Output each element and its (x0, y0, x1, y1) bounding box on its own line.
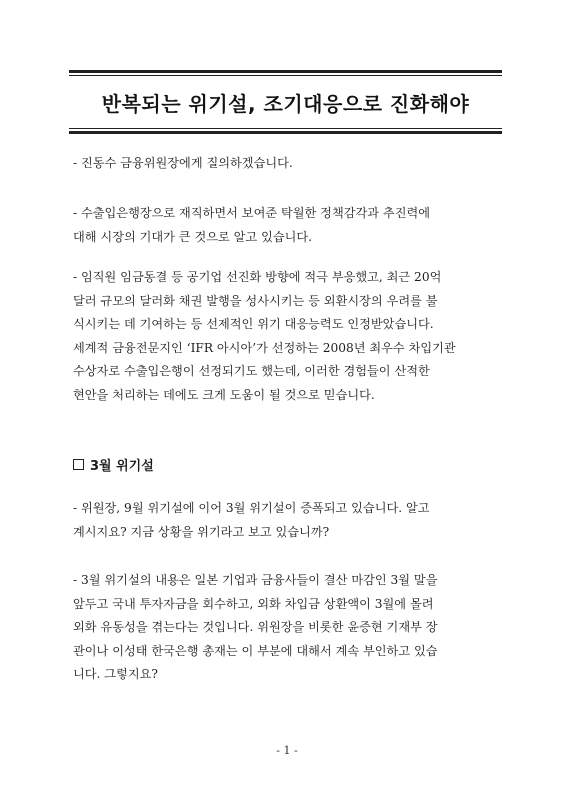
paragraph-crisis-question (73, 497, 503, 544)
title-box (69, 70, 502, 134)
text-line: - 진동수 금융위원장에게 질의하겠습니다. (73, 156, 293, 170)
square-bullet-icon (73, 459, 84, 470)
text-line: 외화 유동성을 겪는다는 것입니다. 위원장을 비롯한 윤증현 기재부 장 (73, 620, 438, 634)
paragraph-intro (73, 152, 503, 176)
page-title: 반복되는 위기설, 조기대응으로 진화해야 (101, 91, 470, 116)
title-rule-bottom (69, 128, 502, 129)
title-rule-top (69, 75, 502, 76)
section-heading (73, 455, 154, 474)
text-line: 계시지요? 지금 상황을 위기라고 보고 있습니까? (73, 524, 330, 539)
paragraph-expectation (73, 202, 503, 249)
text-line: 관이나 이성태 한국은행 총재는 이 부분에 대해서 계속 부인하고 있습 (73, 643, 438, 658)
paragraph-achievements (73, 266, 503, 407)
text-line: 앞두고 국내 투자자금을 회수하고, 외화 차입금 상환액이 3월에 몰려 (73, 596, 434, 611)
text-line: - 수출입은행장으로 재직하면서 보여준 탁월한 정책감각과 추진력에 (73, 206, 431, 220)
text-line: 식시키는 데 기여하는 등 선제적인 위기 대응능력도 인정받았습니다. (73, 317, 434, 331)
text-line: - 임직원 임금동결 등 공기업 선진화 방향에 적극 부응했고, 최근 20억 (73, 270, 442, 284)
text-line: 니다. 그렇지요? (73, 667, 158, 681)
text-line: 대해 시장의 기대가 큰 것으로 알고 있습니다. (73, 229, 313, 244)
paragraph-crisis-content (73, 569, 503, 687)
section-heading-label: 3월 위기설 (90, 459, 154, 474)
text-line: - 위원장, 9월 위기설에 이어 3월 위기설이 증폭되고 있습니다. 알고 (73, 501, 430, 515)
text-line: 현안을 처리하는 데에도 크게 도움이 될 것으로 믿습니다. (73, 387, 375, 402)
text-line: 수상자로 수출입은행이 선정되기도 했는데, 이러한 경험들이 산적한 (73, 364, 430, 378)
text-line: 달러 규모의 달러화 채권 발행을 성사시키는 등 외환시장의 우려를 불 (73, 293, 438, 308)
text-line: 세계적 금융전문지인 ‘IFR 아시아’가 선정하는 2008년 최우수 차입기관 (73, 340, 456, 355)
page-number: - 1 - (276, 744, 298, 757)
text-line: - 3월 위기설의 내용은 일본 기업과 금융사들이 결산 마감인 3월 말을 (73, 573, 438, 587)
